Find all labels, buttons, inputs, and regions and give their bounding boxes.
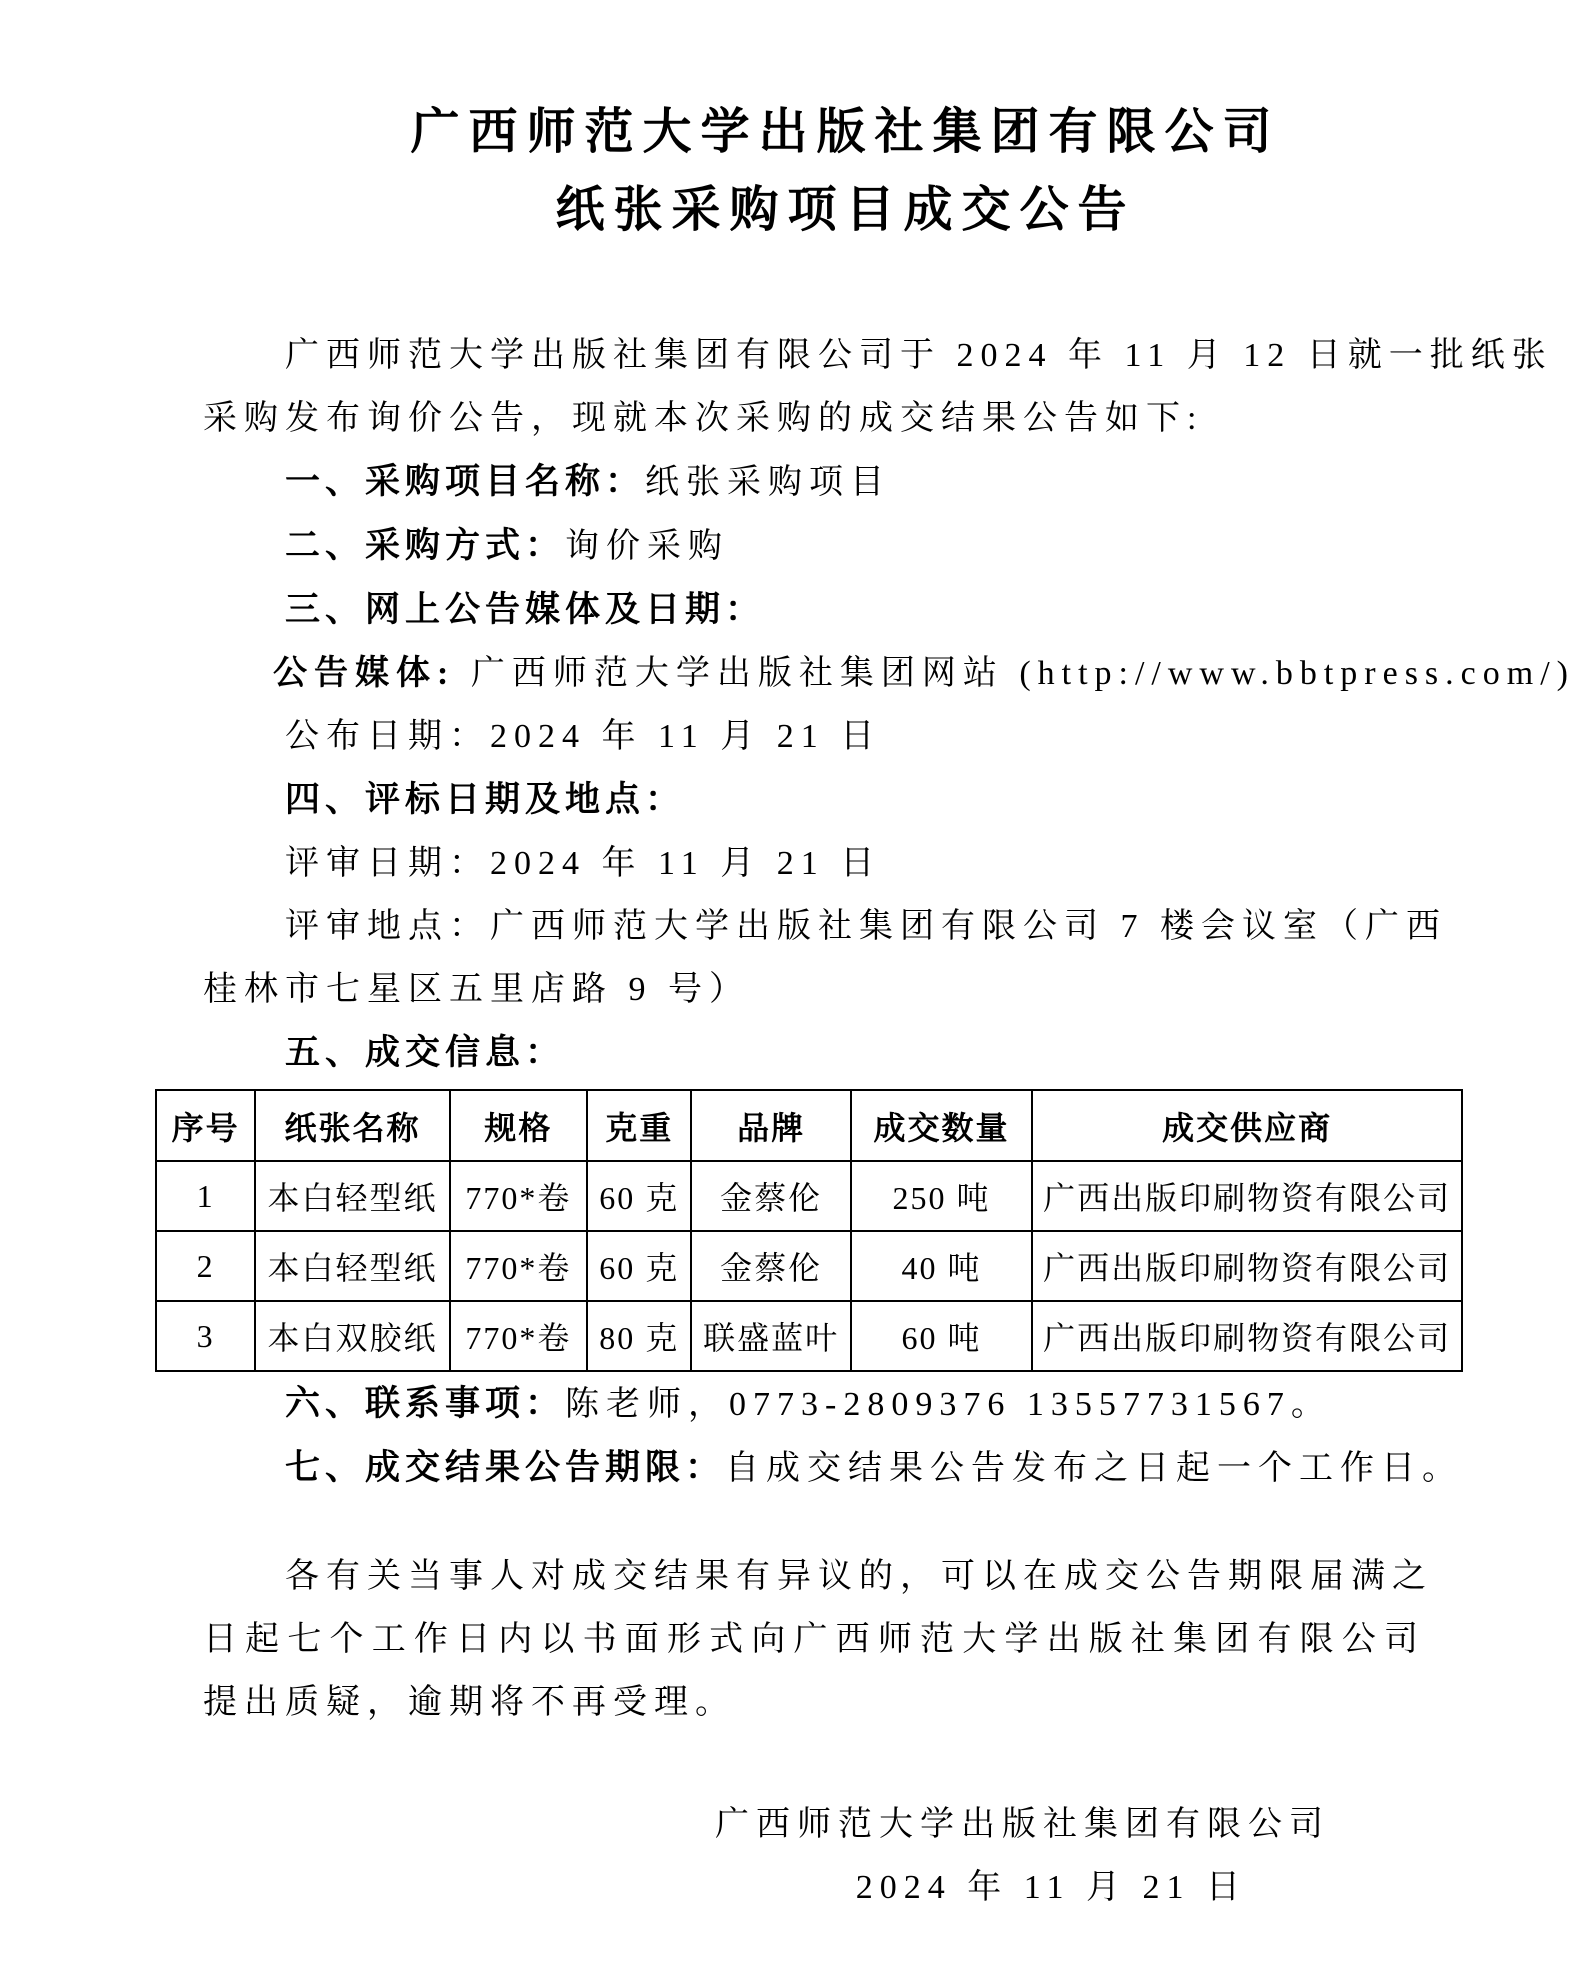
- section-publish-date: 公布日期：2024 年 11 月 21 日: [285, 718, 882, 755]
- table-cell-spec: 770*卷: [450, 1231, 587, 1301]
- section-media-value: 广西师范大学出版社集团网站 (http://www.bbtpress.com/): [470, 655, 1575, 692]
- table-cell-spec: 770*卷: [450, 1161, 587, 1231]
- section-period-label: 七、成交结果公告期限：: [285, 1448, 726, 1487]
- section-method: [203, 514, 1425, 578]
- document-title-line1: 广西师范大学出版社集团有限公司: [410, 104, 1281, 159]
- section-period-value: 自成交结果公告发布之日起一个工作日。: [725, 1450, 1464, 1487]
- table-header-quantity: 成交数量: [851, 1090, 1033, 1161]
- intro-paragraph-line1: 广西师范大学出版社集团有限公司于 2024 年 11 月 12 日就一批纸张: [285, 337, 1553, 374]
- closing-paragraph-line2: 日起七个工作日内以书面形式向广西师范大学出版社集团有限公司: [203, 1621, 1425, 1658]
- table-cell-supplier: 广西出版印刷物资有限公司: [1032, 1161, 1462, 1231]
- intro-paragraph-line2: 采购发布询价公告，现就本次采购的成交结果公告如下:: [203, 400, 1204, 437]
- table-header-brand: 品牌: [691, 1090, 850, 1161]
- signature-date: 2024 年 11 月 21 日: [855, 1869, 1247, 1906]
- section-eval-place-line1: 评审地点：广西师范大学出版社集团有限公司 7 楼会议室（广西: [285, 908, 1447, 945]
- table-header-index: 序号: [156, 1090, 255, 1161]
- table-cell-supplier: 广西出版印刷物资有限公司: [1032, 1301, 1462, 1371]
- signature-company: 广西师范大学出版社集团有限公司: [715, 1806, 1330, 1843]
- table-cell-paper-name: 本白轻型纸: [255, 1161, 450, 1231]
- section-deal-heading: [203, 1021, 1425, 1085]
- table-row: [156, 1301, 1462, 1371]
- table-cell-weight: 60 克: [587, 1161, 691, 1231]
- table-cell-index: 2: [156, 1231, 255, 1301]
- section-media: [203, 642, 1575, 705]
- document-title-block: [0, 0, 1587, 249]
- document-content: [171, 324, 1575, 1919]
- document-body: [171, 324, 1575, 1919]
- section-contact: [203, 1372, 1425, 1436]
- table-cell-brand: 联盛蓝叶: [691, 1301, 850, 1371]
- section-eval-heading: [203, 768, 1425, 832]
- closing-paragraph-line3: 提出质疑，逾期将不再受理。: [203, 1684, 736, 1721]
- document-title-line2: 纸张采购项目成交公告: [555, 182, 1136, 237]
- table-cell-brand: 金蔡伦: [691, 1231, 850, 1301]
- table-cell-weight: 80 克: [587, 1301, 691, 1371]
- section-method-label: 二、采购方式：: [285, 526, 566, 565]
- section-deal-heading-label: 五、成交信息：: [285, 1033, 566, 1072]
- section-eval-date: 评审日期：2024 年 11 月 21 日: [285, 845, 882, 882]
- section-eval-heading-label: 四、评标日期及地点：: [285, 780, 686, 819]
- signature-block: [203, 1793, 1425, 1919]
- table-cell-weight: 60 克: [587, 1231, 691, 1301]
- table-cell-spec: 770*卷: [450, 1301, 587, 1371]
- table-cell-supplier: 广西出版印刷物资有限公司: [1032, 1231, 1462, 1301]
- section-project-name-label: 一、采购项目名称：: [285, 462, 646, 501]
- section-method-value: 询价采购: [565, 528, 730, 565]
- section-eval-place-line2: 桂林市七星区五里店路 9 号）: [203, 971, 750, 1008]
- table-header-weight: 克重: [587, 1090, 691, 1161]
- section-project-name: [203, 450, 1425, 514]
- table-row: [156, 1161, 1462, 1231]
- section-project-name-value: 纸张采购项目: [645, 464, 892, 501]
- table-cell-paper-name: 本白双胶纸: [255, 1301, 450, 1371]
- table-header-supplier: 成交供应商: [1032, 1090, 1462, 1161]
- table-row: [156, 1231, 1462, 1301]
- section-media-heading: [203, 578, 1425, 642]
- table-cell-index: 1: [156, 1161, 255, 1231]
- table-cell-quantity: 250 吨: [851, 1161, 1033, 1231]
- table-header-paper-name: 纸张名称: [255, 1090, 450, 1161]
- closing-paragraph-line1: 各有关当事人对成交结果有异议的，可以在成交公告期限届满之: [285, 1558, 1433, 1595]
- section-media-heading-label: 三、网上公告媒体及日期：: [285, 590, 766, 629]
- table-cell-paper-name: 本白轻型纸: [255, 1231, 450, 1301]
- section-contact-value: 陈老师，0773-2809376 13557731567。: [565, 1386, 1332, 1423]
- table-cell-quantity: 60 吨: [851, 1301, 1033, 1371]
- table-cell-brand: 金蔡伦: [691, 1161, 850, 1231]
- table-header-row: [156, 1090, 1462, 1161]
- section-media-label: 公告媒体:: [273, 655, 471, 692]
- table-cell-index: 3: [156, 1301, 255, 1371]
- closing-paragraph: [203, 1545, 1433, 1734]
- deal-info-table: [155, 1089, 1463, 1372]
- section-period: [203, 1436, 1464, 1500]
- table-header-spec: 规格: [450, 1090, 587, 1161]
- section-contact-label: 六、联系事项：: [285, 1384, 566, 1423]
- table-cell-quantity: 40 吨: [851, 1231, 1033, 1301]
